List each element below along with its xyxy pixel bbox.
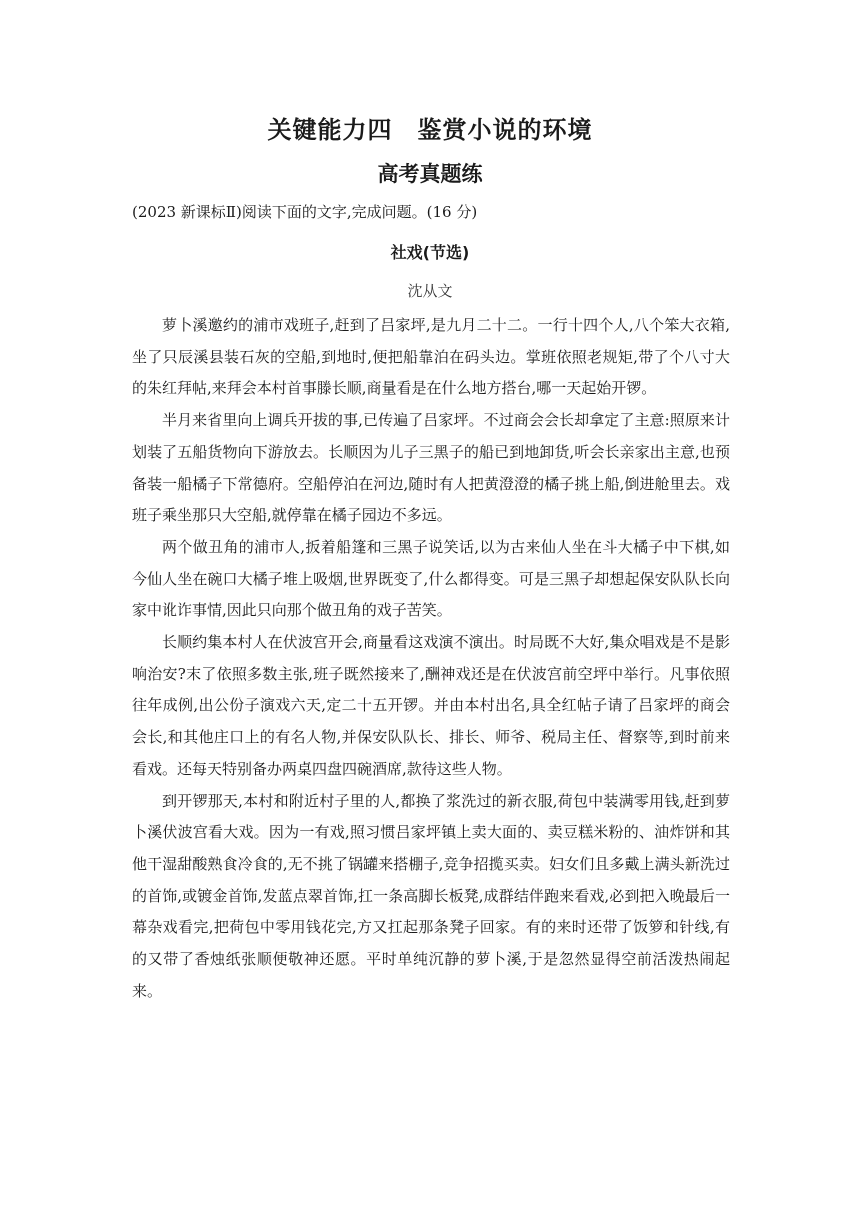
paragraph: 到开锣那天,本村和附近村子里的人,都换了浆洗过的新衣服,荷包中装满零用钱,赶到萝卜溪伏波宫看大戏。因为一有戏,照习惯吕家坪镇上卖大面的、卖豆糕米粉的、油炸饼和其他干湿甜酸熟食冷食的,无不挑了锅罐来搭棚子,竞争招揽买卖。妇女们且多戴上满头新洗过的首饰,或镀金首饰,发蓝点翠首饰,扛一条高脚长板凳,成群结伴跑来看戏,必到把入晚最后一幕杂戏看完,把荷包中零用钱花完,方又扛起那条凳子回家。有的来时还带了饭箩和针线,有的又带了香烛纸张顺便敬神还愿。平时单纯沉静的萝卜溪,于是忽然显得空前活泼热闹起来。 [132, 791, 730, 1000]
page-title: 关键能力四 鉴赏小说的环境 [267, 116, 593, 144]
passage-title: 社戏(节选) [390, 243, 470, 262]
paragraph: 萝卜溪邀约的浦市戏班子,赶到了吕家坪,是九月二十二。一行十四个人,八个笨大衣箱,坐了只辰溪县装石灰的空船,到地时,便把船靠泊在码头边。掌班依照老规矩,带了个八寸大的朱红拜帖,来拜会本村首事滕长顺,商量看是在什么地方搭台,哪一天起始开锣。 [132, 316, 730, 398]
question-intro: (2023 新课标Ⅱ)阅读下面的文字,完成问题。(16 分) [132, 203, 478, 221]
section-subtitle: 高考真题练 [377, 162, 483, 186]
paragraph: 长顺约集本村人在伏波宫开会,商量看这戏演不演出。时局既不大好,集众唱戏是不是影响治安?末了依照多数主张,班子既然接来了,酬神戏还是在伏波宫前空坪中举行。凡事依照往年成例,出公份子演戏六天,定二十五开锣。并由本村出名,具全红帖子请了吕家坪的商会会长,和其他庄口上的有名人物,并保安队队长、排长、师爷、税局主任、督察等,到时前来看戏。还每天特别备办两桌四盘四碗酒席,款待这些人物。 [132, 633, 730, 778]
paragraph: 两个做丑角的浦市人,扳着船篷和三黑子说笑话,以为古来仙人坐在斗大橘子中下棋,如今仙人坐在碗口大橘子堆上吸烟,世界既变了,什么都得变。可是三黑子却想起保安队队长向家中讹诈事情,因此只向那个做丑角的戏子苦笑。 [132, 537, 730, 620]
passage-author: 沈从文 [407, 282, 453, 300]
passage-body [132, 310, 730, 1007]
paragraph: 半月来省里向上调兵开拔的事,已传遍了吕家坪。不过商会会长却拿定了主意:照原来计划装了五船货物向下游放去。长顺因为儿子三黑子的船已到地卸货,听会长亲家出主意,也预备装一船橘子下常德府。空船停泊在河边,随时有人把黄澄澄的橘子挑上船,倒进舱里去。戏班子乘坐那只大空船,就停靠在橘子园边不多远。 [132, 411, 730, 525]
